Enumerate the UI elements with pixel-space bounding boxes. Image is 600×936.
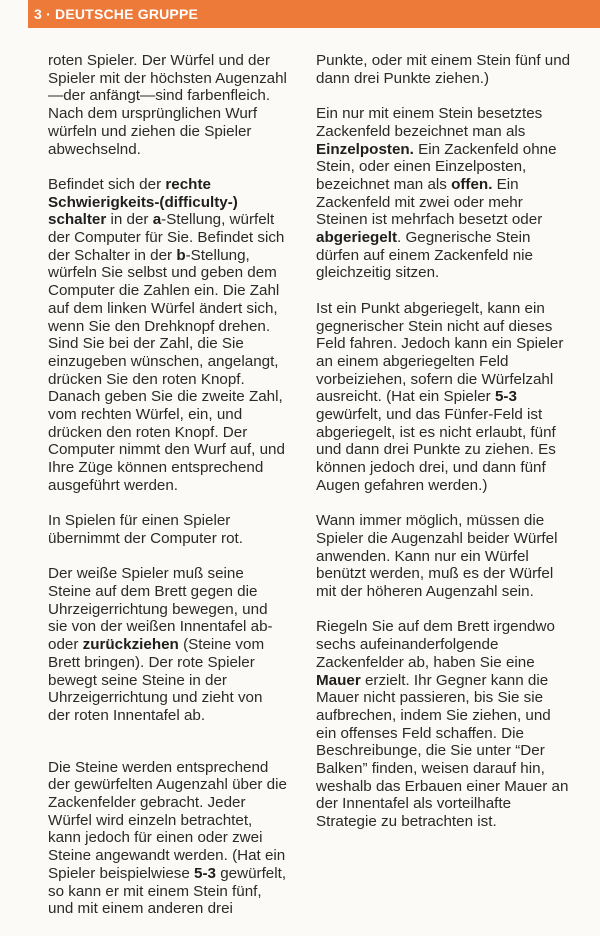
right-column (316, 52, 572, 849)
paragraph-text: Ein Zackenfeld mit zwei oder mehr Steinen ist mehrfach besetzt oder (316, 175, 543, 229)
paragraph-text: Ein Zackenfeld ohne Stein, oder einen Einzelposten, bezeichnet man als (316, 140, 557, 193)
paragraph-text: (Steine vom Brett bringen). Der rote Spieler bewegt seine Steine in der Uhrzeigerrichtung und zieht von der roten Innentafel ab. (48, 636, 265, 724)
paragraph-text: roten Spieler. Der Würfel und der Spieler mit der höchsten Augenzahl—der anfängt—sind farbenfleich. Nach dem ursprünglichen Wurf würfeln und ziehen die Spieler abwechselnd. (48, 52, 287, 158)
paragraph (316, 512, 572, 601)
header-bar (28, 0, 600, 28)
paragraph-text: in der (106, 211, 153, 229)
paragraph (316, 300, 572, 495)
paragraph-text: Riegeln Sie auf dem Brett irgendwo sechs aufeinanderfolgende Zackenfelder ab, haben Sie eine (316, 618, 555, 671)
paragraph (48, 565, 288, 724)
paragraph-text: -Stellung, würfelt der Computer für Sie. Befindet sich der Schalter in der (48, 211, 285, 264)
term-mauer: Mauer (316, 671, 361, 689)
paragraph (316, 105, 572, 282)
paragraph-text: In Spielen für einen Spieler übernimmt der Computer rot. (48, 512, 243, 547)
paragraph-text: Der weiße Spieler muß seine Steine auf dem Brett gegen die Uhrzeigerrichtung bewegen, und sie von der weißen Innentafel ab-oder (48, 565, 273, 654)
term-position-a: a (152, 211, 162, 229)
paragraph (48, 52, 288, 158)
term-roll-5-3: 5-3 (494, 388, 517, 406)
page-title: 3 · DEUTSCHE GRUPPE (34, 6, 199, 22)
paragraph-text: gewürfelt, und das Fünfer-Feld ist abgeriegelt, ist es nicht erlaubt, fünf und dann drei Punkte zu ziehen. Es können jedoch drei, und dann fünf Augen gefahren werden.) (316, 406, 556, 494)
term-position-b: b (176, 246, 186, 264)
paragraph-text: . Gegnerische Stein dürfen auf einem Zackenfeld nie gleichzeitig sitzen. (316, 229, 533, 282)
term-difficulty-switch: rechte Schwierigkeits-(difficulty-) schalter (48, 175, 238, 229)
paragraph (316, 618, 572, 830)
paragraph-text: Ein nur mit einem Stein besetztes Zackenfeld bezeichnet man als (316, 105, 543, 140)
paragraph (48, 512, 288, 547)
paragraph-text: Ist ein Punkt abgeriegelt, kann ein gegnerischer Stein nicht auf dieses Feld fahren. Jedoch kann ein Spieler an einem abgeriegelten Feld vorbeiziehen, sofern die Würfelzahl ausreicht. (Hat ein Spieler (316, 299, 564, 406)
paragraph-text: Die Steine werden entsprechend der gewürfelten Augenzahl über die Zackenfelder gebracht. Jeder Würfel wird einzeln betrachtet, kann jedoch für einen oder zwei Steine angewandt werden. (Hat ein Spieler beispielwiese (48, 758, 287, 882)
paragraph-text: Punkte, oder mit einem Stein fünf und dann drei Punkte ziehen.) (316, 52, 571, 87)
paragraph (48, 176, 288, 495)
paragraph (48, 759, 288, 918)
term-offen: offen. (451, 175, 493, 193)
paragraph-text: Wann immer möglich, müssen die Spieler die Augenzahl beider Würfel anwenden. Kann nur ein Würfel benützt werden, muß es der Würfel mit der höheren Augenzahl sein. (316, 512, 558, 601)
term-zurueckziehen: zurückziehen (82, 636, 179, 654)
paragraph-text: -Stellung, würfeln Sie selbst und geben dem Computer die Zahlen ein. Die Zahl auf dem linken Würfel ändert sich, wenn Sie den Drehknopf drehen. Sind Sie bei der Zahl, die Sie einzugeben wünschen, angelangt, drücken Sie den roten Knopf. Danach geben Sie die zweite Zahl, vom rechten Würfel, ein, und drücken den roten Knopf. Der Computer nimmt den Wurf auf, und Ihre Züge können entsprechend ausgeführt werden. (48, 246, 285, 494)
paragraph-text: Befindet sich der (48, 175, 166, 193)
left-column (48, 52, 288, 936)
term-abgeriegelt: abgeriegelt (316, 229, 398, 247)
paragraph (316, 52, 572, 87)
term-roll-5-3: 5-3 (194, 864, 216, 882)
paragraph-text: erzielt. Ihr Gegner kann die Mauer nicht passieren, bis Sie sie aufbrechen, indem Sie ziehen, und ein offenses Feld schaffen. Die Beschreibunge, die Sie unter “Der Balken” finden, weisen darauf hin, weshalb das Erbauen einer Mauer an der Innentafel als vorteilhafte Strategie zu betrachten ist. (316, 671, 569, 831)
term-einzelposten: Einzelposten. (316, 140, 414, 158)
paragraph-text: gewürfelt, so kann er mit einem Stein fünf, und mit einem anderen drei (48, 864, 287, 918)
